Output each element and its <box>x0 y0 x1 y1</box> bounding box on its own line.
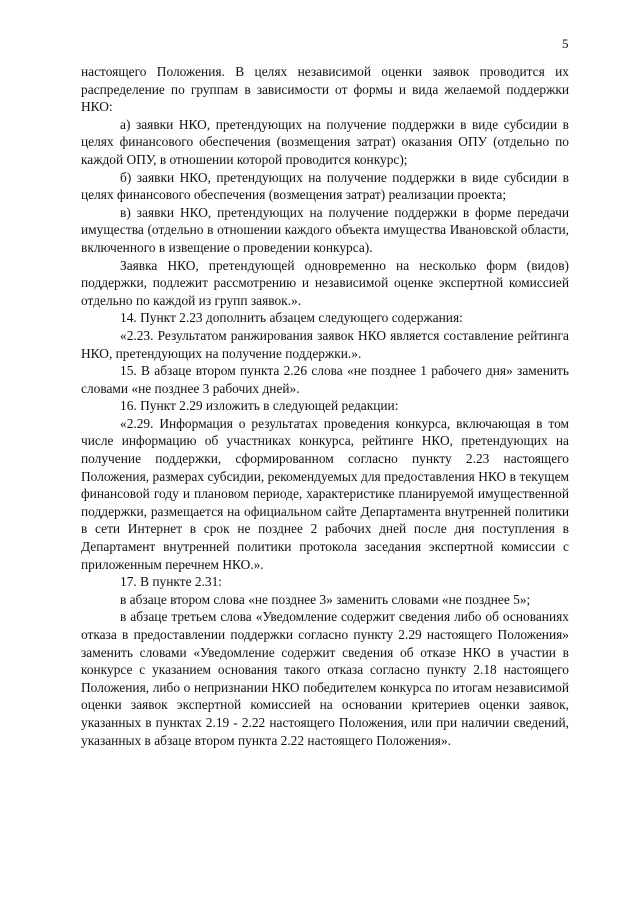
paragraph-clause-2-23: «2.23. Результатом ранжирования заявок НКО является составление рейтинга НКО, претендующих на получение поддержки.». <box>81 327 569 361</box>
paragraph-third-abzac: в абзаце третьем слова «Уведомление содержит сведения либо об основаниях отказа в предоставлении поддержки согласно пункту 2.29 настоящего Положения» заменить словами «Уведомление содержит сведения об отказе НКО в участии в конкурсе с указанием основания такого отказа согласно пункту 2.18 настоящего Положения, либо о непризнании НКО победителем конкурса по итогам независимой оценки заявок экспертной комиссией на основании критериев оценки заявок, указанных в пунктах 2.19 - 2.22 настоящего Положения, или при наличии сведений, указанных в абзаце втором пункта 2.22 настоящего Положения». <box>81 609 569 748</box>
document-body <box>81 63 569 749</box>
paragraph-item-b: б) заявки НКО, претендующих на получение поддержки в виде субсидии в целях финансового обеспечения (возмещения затрат) реализации проекта; <box>81 169 569 203</box>
paragraph-intro-continuation: настоящего Положения. В целях независимой оценки заявок проводится их распределение по группам в зависимости от формы и вида желаемой поддержки НКО: <box>81 64 569 115</box>
paragraph-clause-16: 16. Пункт 2.29 изложить в следующей редакции: <box>120 398 399 414</box>
paragraph-multiple-forms: Заявка НКО, претендующей одновременно на несколько форм (видов) поддержки, подлежит рассмотрению и независимой оценке экспертной комиссией отдельно по каждой из групп заявок.». <box>81 257 569 308</box>
paragraph-clause-2-29: «2.29. Информация о результатах проведения конкурса, включающая в том числе информацию об участниках конкурса, рейтинге НКО, претендующих на получение поддержки, сформированном согласно пункту 2.23 настоящего Положения, размерах субсидии, рекомендуемых для предоставления НКО в текущем финансовой году и плановом периоде, характеристике планируемой имущественной поддержки, размещается на официальном сайте Департамента внутренней политики в сети Интернет в срок не позднее 2 рабочих дней после дня поступления в Департамент внутренней политики протокола заседания экспертной комиссии с приложенным перечнем НКО.». <box>81 415 569 572</box>
paragraph-clause-15: 15. В абзаце втором пункта 2.26 слова «не позднее 1 рабочего дня» заменить словами «не позднее 3 рабочих дней». <box>81 363 569 396</box>
paragraph-second-abzac: в абзаце втором слова «не позднее 3» заменить словами «не позднее 5»; <box>120 591 531 607</box>
page-number: 5 <box>562 36 569 51</box>
paragraph-item-a: а) заявки НКО, претендующих на получение поддержки в виде субсидии в целях финансового обеспечения (возмещения затрат) оказания ОПУ (отдельно по каждой ОПУ, в отношении которой проводится конкурс); <box>81 116 569 167</box>
paragraph-clause-17: 17. В пункте 2.31: <box>120 574 223 590</box>
paragraph-item-c: в) заявки НКО, претендующих на получение поддержки в форме передачи имущества (отдельно в отношении каждого объекта имущества Ивановской области, включенного в извещение о проведении конкурса). <box>81 204 569 255</box>
paragraph-clause-14: 14. Пункт 2.23 дополнить абзацем следующего содержания: <box>120 310 463 326</box>
